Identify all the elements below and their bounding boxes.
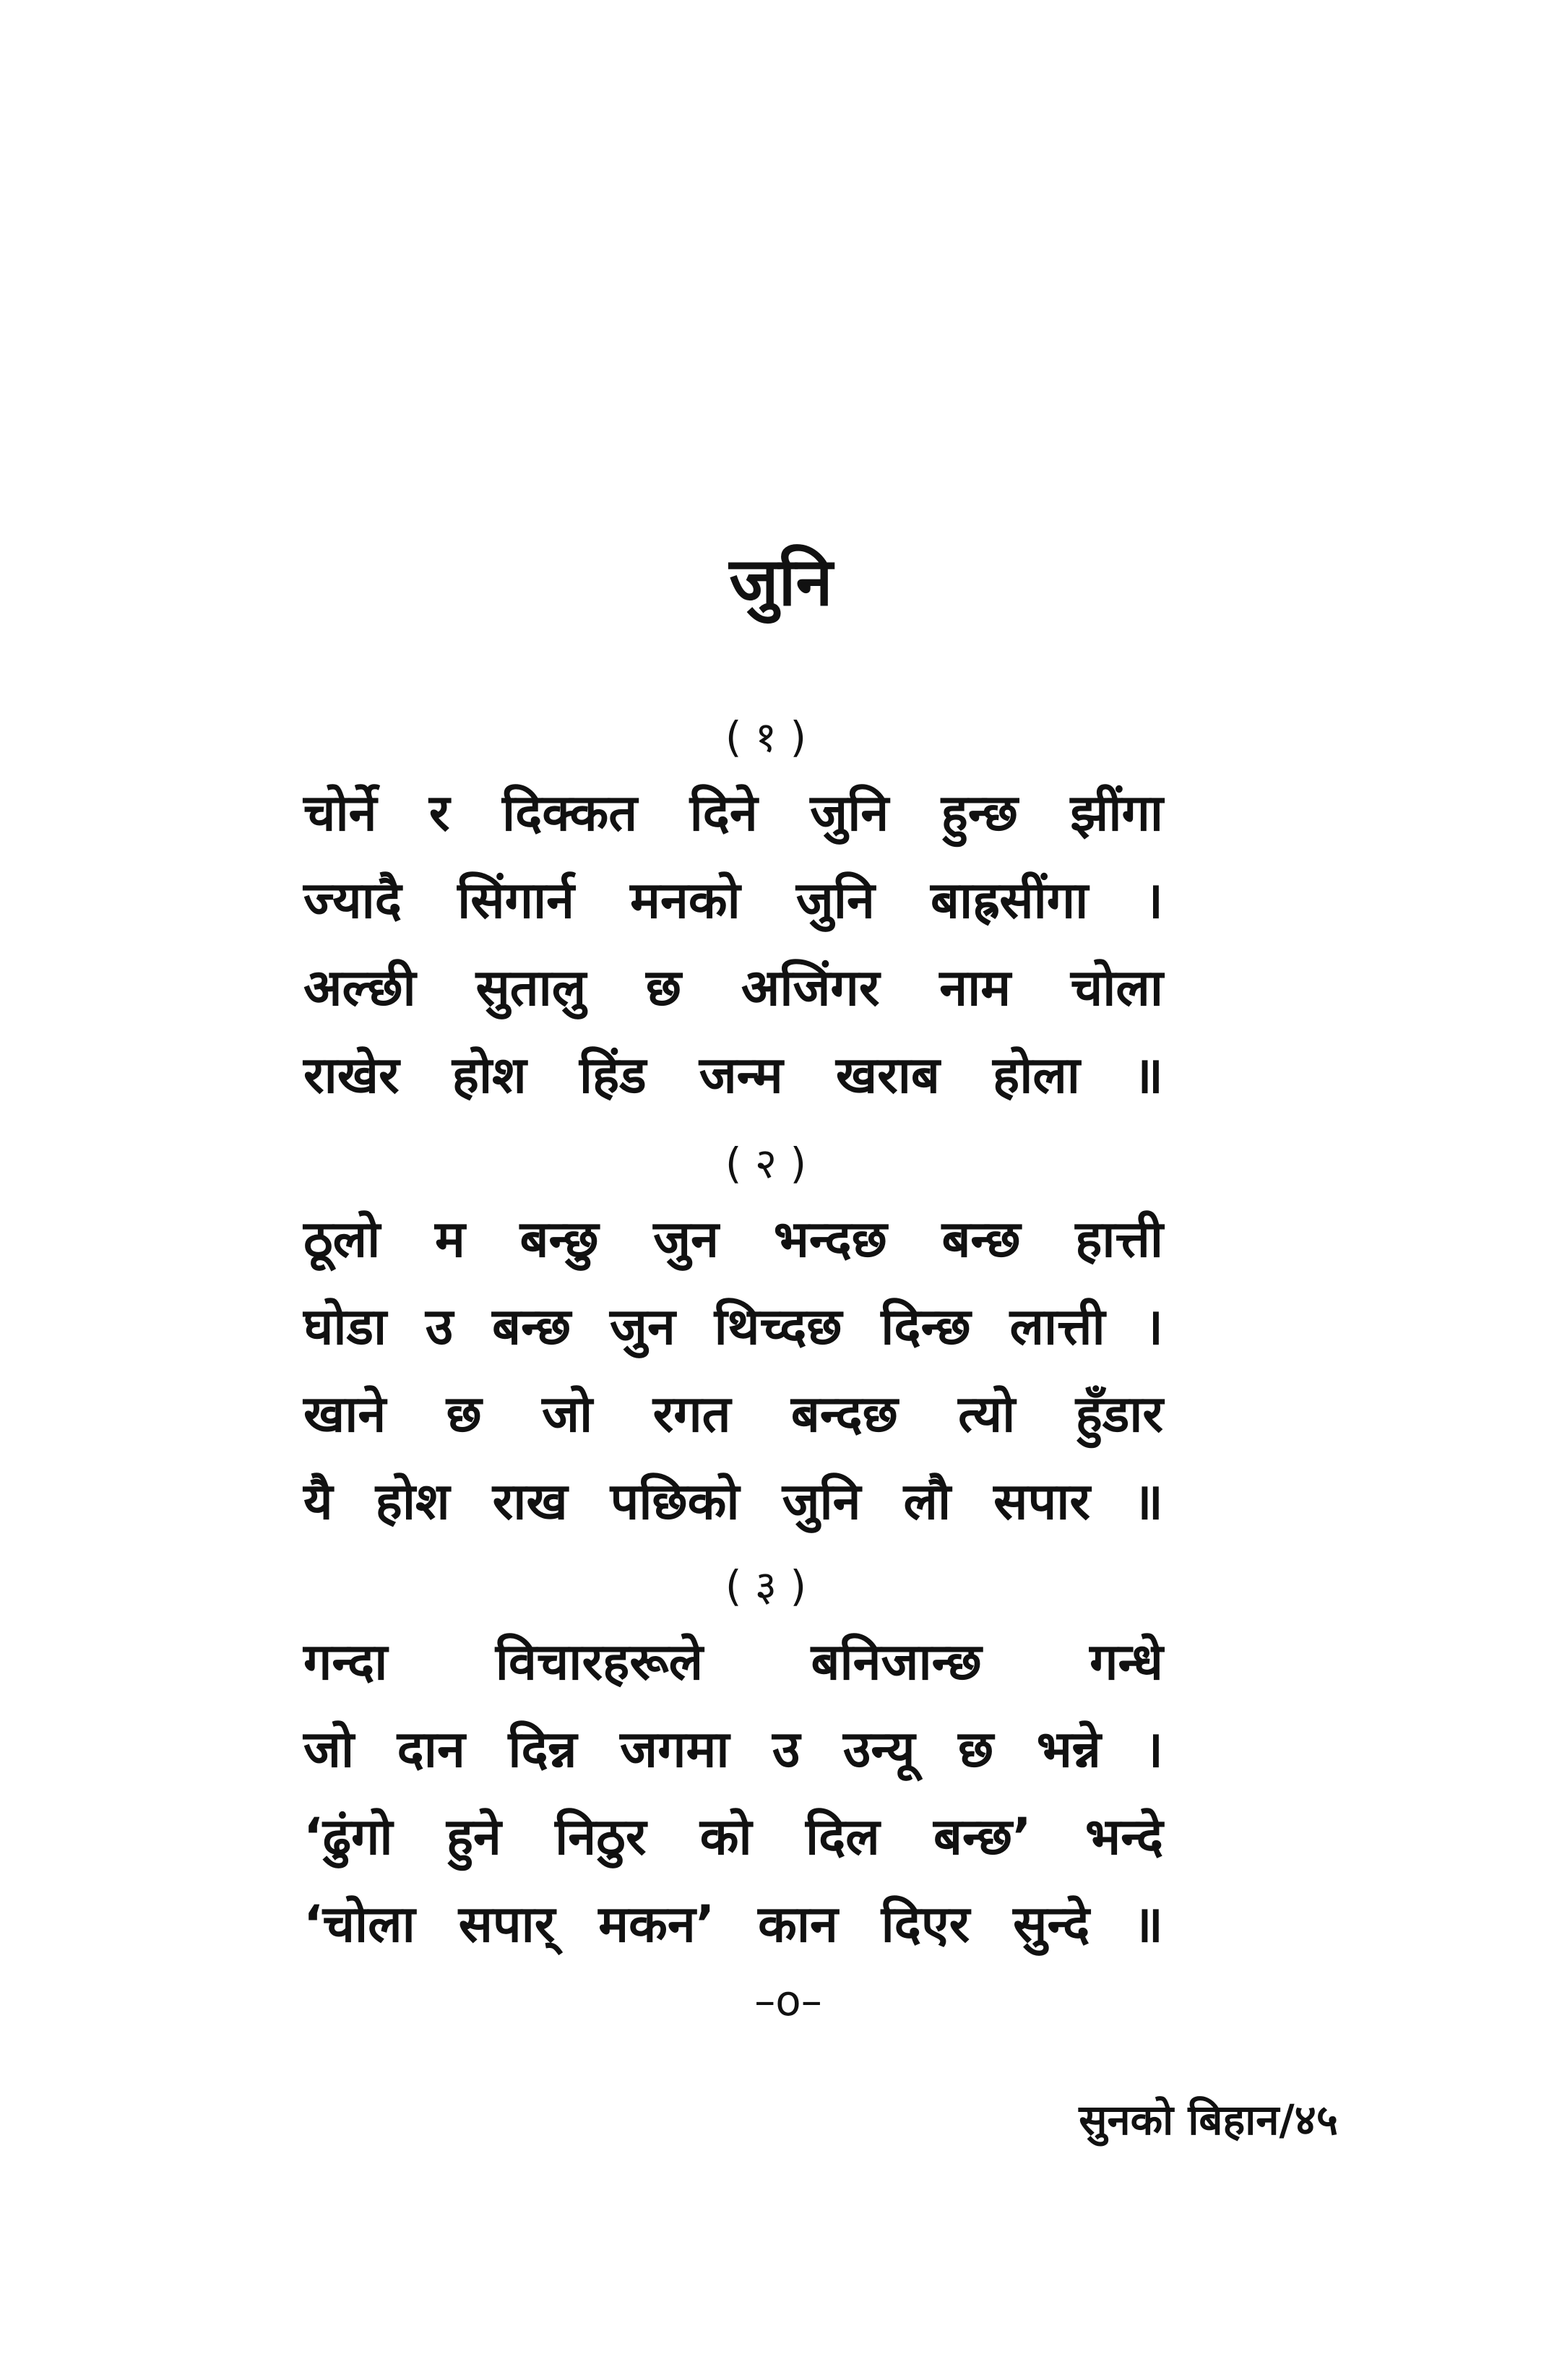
verse-line: ज्यादै सिंगार्न मनको जुनि बाह्रसींगा । <box>303 871 1163 930</box>
stanza-number: ( ३ ) <box>725 1561 807 1611</box>
verse-line: अल्छी सुतालु छ अजिंगर नाम चोला <box>303 958 1163 1017</box>
verse-line: यै होश राख पछिको जुनि लौ सपार ॥ <box>303 1472 1163 1531</box>
verse-line: राखेर होश हिंड जन्म खराब होला ॥ <box>303 1045 1163 1105</box>
verse-line: ठूलो म बन्छु जुन भन्दछ बन्छ हात्ती <box>303 1210 1163 1269</box>
stanza-1 <box>303 704 1170 1119</box>
verse-line: ‘चोला सपार् मकन’ कान दिएर सुन्दे ॥ <box>303 1894 1163 1954</box>
page-footer: सुनको बिहान/४५ <box>1079 2095 1338 2144</box>
verse-line: खाने छ जो रगत बन्दछ त्यो हुँडार <box>303 1384 1163 1444</box>
verse-line: चोर्ने र दिक्कत दिने जुनि हुन्छ झींगा <box>303 783 1163 842</box>
verse-line: गन्दा विचारहरूले बनिजान्छ गन्धे <box>303 1632 1163 1691</box>
stanza-number: ( २ ) <box>725 1139 807 1188</box>
stanza-number: ( १ ) <box>725 712 807 762</box>
stanza-2 <box>303 1131 1170 1545</box>
verse-line: जो दान दिन्न जगमा उ उन्यू छ भन्ने । <box>303 1720 1163 1779</box>
verse-line: ‘ढुंगो हुने निठुर को दिल बन्छ’ भन्दे <box>303 1807 1163 1866</box>
end-mark: –o– <box>754 1976 822 2025</box>
verse-line: घोडा उ बन्छ जुन थिच्दछ दिन्छ लात्ती । <box>303 1297 1163 1356</box>
poem-title: जुनि <box>729 543 833 621</box>
stanza-3 <box>303 1553 1170 1968</box>
